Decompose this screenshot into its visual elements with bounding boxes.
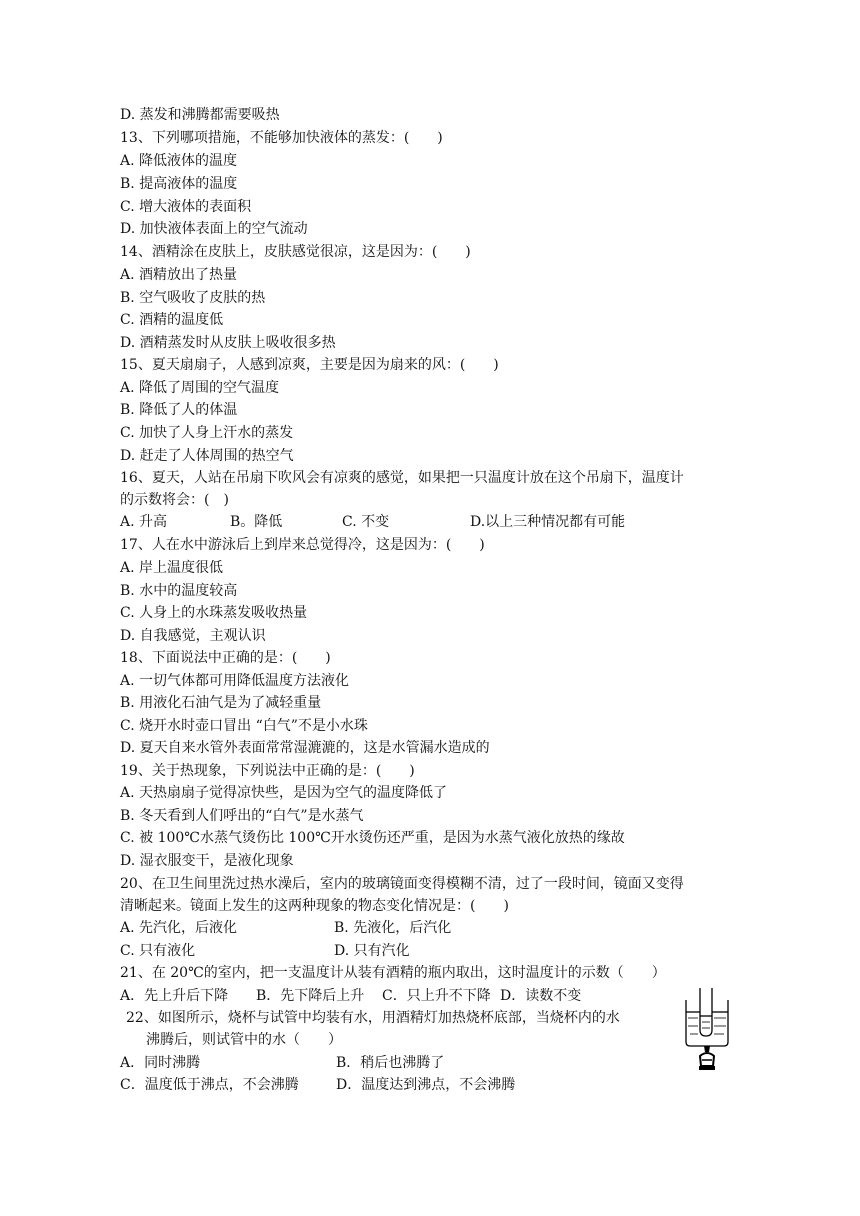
q20-option-b: B. 先液化，后汽化: [334, 920, 452, 936]
q14-option-c: C. 酒精的温度低: [120, 312, 224, 328]
q22-stem-line2: 沸腾后，则试管中的水（ ）: [146, 1032, 342, 1048]
q13-option-a: A. 降低液体的温度: [120, 153, 238, 169]
q22-stem-line1: 22、如图所示，烧杯与试管中均装有水，用酒精灯加热烧杯底部，当烧杯内的水: [126, 1010, 620, 1026]
q20-option-c: C. 只有液化: [120, 943, 196, 959]
q13-stem: 13、下列哪项措施，不能够加快液体的蒸发：( ): [120, 130, 443, 146]
q15-option-a: A. 降低了周围的空气温度: [120, 380, 280, 396]
q21-option-d: D．读数不变: [500, 988, 582, 1004]
q19-option-b: B. 冬天看到人们呼出的“白气”是水蒸气: [120, 808, 364, 824]
q22-option-c: C．温度低于沸点，不会沸腾: [120, 1077, 299, 1093]
q18-option-a: A. 一切气体都可用降低温度方法液化: [120, 673, 350, 689]
q22-option-d: D．温度达到沸点，不会沸腾: [336, 1077, 516, 1093]
q21-stem: 21、在 20℃的室内，把一支温度计从装有酒精的瓶内取出，这时温度计的示数（ ）: [120, 965, 666, 981]
q17-stem: 17、人在水中游泳后上到岸来总觉得冷，这是因为：( ): [120, 537, 485, 553]
q20-option-d: D. 只有汽化: [334, 943, 410, 959]
q20-option-a: A. 先汽化，后液化: [120, 920, 238, 936]
q16-option-b: B。降低: [230, 514, 283, 530]
q14-option-a: A. 酒精放出了热量: [120, 267, 238, 283]
q18-option-c: C. 烧开水时壶口冒出 “白气”不是小水珠: [120, 718, 368, 734]
q17-option-d: D. 自我感觉，主观认识: [120, 628, 266, 644]
q16-stem-line1: 16、夏天，人站在吊扇下吹风会有凉爽的感觉，如果把一只温度计放在这个吊扇下，温度计: [120, 470, 684, 486]
q20-stem-line1: 20、在卫生间里洗过热水澡后，室内的玻璃镜面变得模糊不清，过了一段时间，镜面又变得: [120, 876, 684, 892]
q15-option-b: B. 降低了人的体温: [120, 402, 238, 418]
q13-option-d: D. 加快液体表面上的空气流动: [120, 221, 308, 237]
q16-stem-line2: 的示数将会：( ): [120, 492, 229, 508]
q22-option-a: A．同时沸腾: [120, 1055, 201, 1071]
q16-option-c: C. 不变: [342, 514, 390, 530]
q21-option-b: B．先下降后上升: [256, 988, 365, 1004]
q18-option-b: B. 用液化石油气是为了减轻重量: [120, 695, 322, 711]
q21-option-a: A．先上升后下降: [120, 988, 229, 1004]
q19-option-a: A. 天热扇扇子觉得凉快些，是因为空气的温度降低了: [120, 785, 448, 801]
test-tube-outline: [700, 988, 712, 1036]
q20-stem-line2: 清晰起来。镜面上发生的这两种现象的物态变化情况是：( ): [120, 898, 509, 914]
q22-option-b: B．稍后也沸腾了: [336, 1055, 445, 1071]
q15-option-c: C. 加快了人身上汗水的蒸发: [120, 425, 294, 441]
q15-option-d: D. 赶走了人体周围的热空气: [120, 448, 294, 464]
beaker-test-tube-figure: [682, 986, 732, 1072]
q17-option-a: A. 岸上温度很低: [120, 560, 224, 576]
q19-option-c: C. 被 100℃水蒸气烫伤比 100℃开水烫伤还严重，是因为水蒸气液化放热的缘故: [120, 830, 625, 846]
q13-option-c: C. 增大液体的表面积: [120, 199, 252, 215]
q19-option-d: D. 湿衣服变干，是液化现象: [120, 853, 294, 869]
q17-option-c: C. 人身上的水珠蒸发吸收热量: [120, 605, 308, 621]
q14-option-b: B. 空气吸收了皮肤的热: [120, 290, 266, 306]
q17-option-b: B. 水中的温度较高: [120, 583, 238, 599]
q14-option-d: D. 酒精蒸发时从皮肤上吸收很多热: [120, 335, 336, 351]
q19-stem: 19、关于热现象，下列说法中正确的是：( ): [120, 763, 415, 779]
q12-option-d: D. 蒸发和沸腾都需要吸热: [120, 107, 280, 123]
q18-option-d: D. 夏天自来水管外表面常常湿漉漉的，这是水管漏水造成的: [120, 740, 490, 756]
q21-option-c: C．只上升不下降: [382, 988, 491, 1004]
q16-option-a: A. 升高: [120, 514, 168, 530]
alcohol-lamp: [699, 1046, 715, 1070]
q16-option-d: D.以上三种情况都有可能: [470, 514, 626, 530]
q13-option-b: B. 提高液体的温度: [120, 176, 238, 192]
q18-stem: 18、下面说法中正确的是：( ): [120, 650, 331, 666]
q15-stem: 15、夏天扇扇子，人感到凉爽，主要是因为扇来的风：( ): [120, 357, 499, 373]
beaker-outline: [686, 1000, 728, 1046]
q14-stem: 14、酒精涂在皮肤上，皮肤感觉很凉，这是因为：( ): [120, 244, 471, 260]
